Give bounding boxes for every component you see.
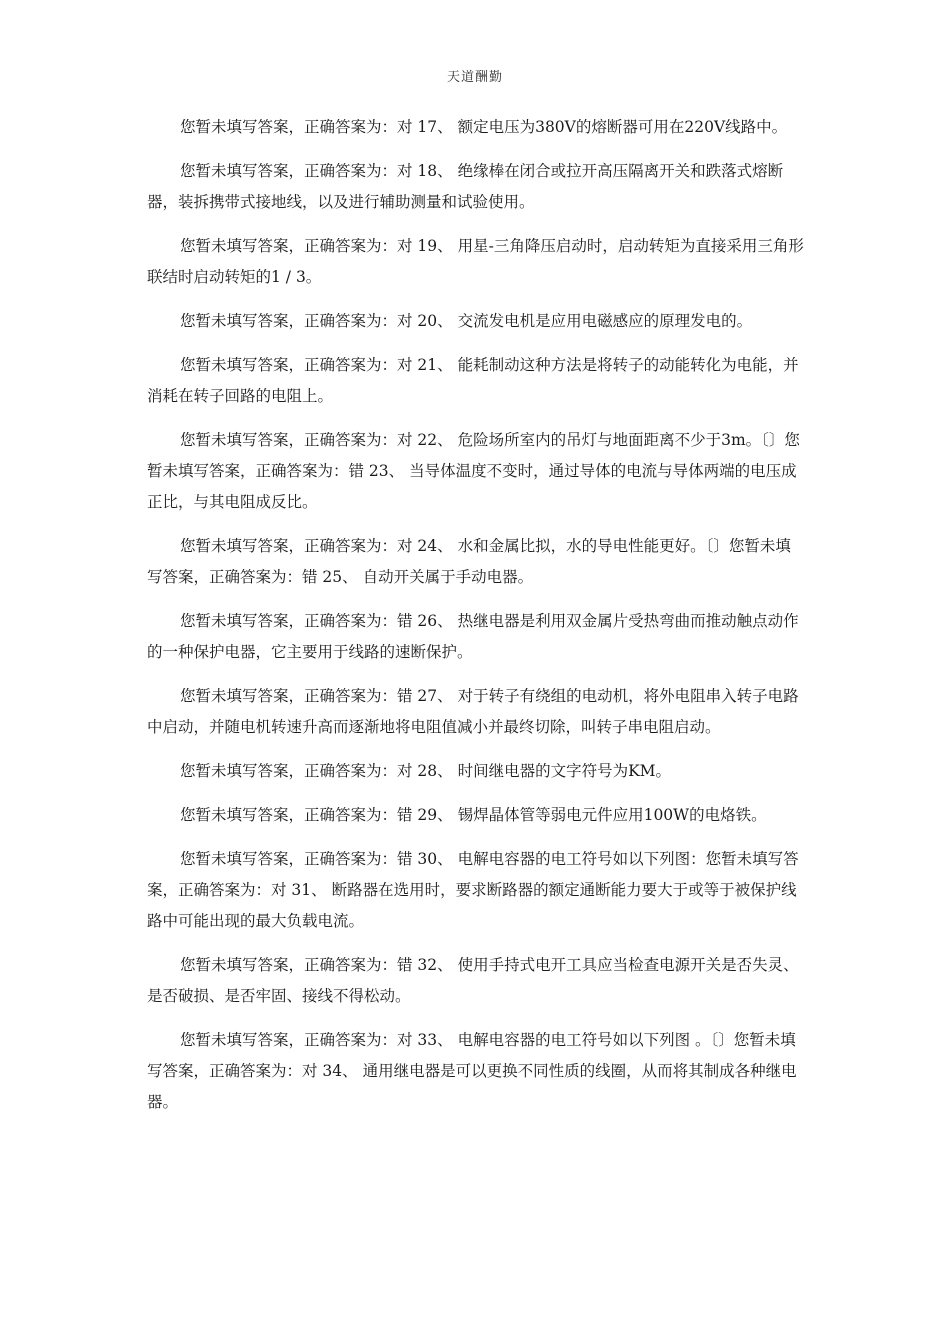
paragraph-q30-q31: 您暂未填写答案，正确答案为：错 30、 电解电容器的电工符号如以下列图：您暂未填写答案，正确答案为：对 31、 断路器在选用时，要求断路器的额定通断能力要大于或等于被保护线路中可能出现的最大负载电流。 [147, 850, 799, 930]
paragraph-q26: 您暂未填写答案，正确答案为：错 26、 热继电器是利用双金属片受热弯曲而推动触点动作的一种保护电器，它主要用于线路的速断保护。 [147, 612, 799, 661]
paragraph-q24-q25: 您暂未填写答案，正确答案为：对 24、 水和金属比拟，水的导电性能更好。〔〕您暂未填写答案，正确答案为：错 25、 自动开关属于手动电器。 [147, 537, 791, 586]
paragraph-q29: 您暂未填写答案，正确答案为：错 29、 锡焊晶体管等弱电元件应用100W的电烙铁。 [180, 806, 767, 824]
paragraph-q27: 您暂未填写答案，正确答案为：错 27、 对于转子有绕组的电动机，将外电阻串入转子电路中启动，并随电机转速升高而逐渐地将电阻值减小并最终切除，叫转子串电阻启动。 [147, 687, 799, 736]
paragraph-q17: 您暂未填写答案，正确答案为：对 17、 额定电压为380V的熔断器可用在220V线路中。 [180, 118, 788, 136]
paragraph-q19: 您暂未填写答案，正确答案为：对 19、 用星-三角降压启动时，启动转矩为直接采用三角形联结时启动转矩的1 / 3。 [147, 237, 804, 286]
document-body [147, 112, 805, 1131]
paragraph-q32: 您暂未填写答案，正确答案为：错 32、 使用手持式电开工具应当检查电源开关是否失灵、是否破损、是否牢固、接线不得松动。 [147, 956, 799, 1005]
page-header: 天道酬勤 [446, 70, 503, 85]
paragraph-q33-q34: 您暂未填写答案，正确答案为：对 33、 电解电容器的电工符号如以下列图 。〔〕您暂未填写答案，正确答案为：对 34、 通用继电器是可以更换不同性质的线圈，从而将其制成各种继电器。 [147, 1031, 797, 1111]
paragraph-q20: 您暂未填写答案，正确答案为：对 20、 交流发电机是应用电磁感应的原理发电的。 [180, 312, 753, 330]
paragraph-q18: 您暂未填写答案，正确答案为：对 18、 绝缘棒在闭合或拉开高压隔离开关和跌落式熔断器，装拆携带式接地线，以及进行辅助测量和试验使用。 [147, 162, 784, 211]
paragraph-q21: 您暂未填写答案，正确答案为：对 21、 能耗制动这种方法是将转子的动能转化为电能，并消耗在转子回路的电阻上。 [147, 356, 799, 405]
paragraph-q28: 您暂未填写答案，正确答案为：对 28、 时间继电器的文字符号为KM。 [180, 762, 672, 780]
paragraph-q22-q23: 您暂未填写答案，正确答案为：对 22、 危险场所室内的吊灯与地面距离不少于3m。〔〕您暂未填写答案，正确答案为：错 23、 当导体温度不变时，通过导体的电流与导体两端的电压成正比，与其电阻成反比。 [147, 431, 800, 511]
